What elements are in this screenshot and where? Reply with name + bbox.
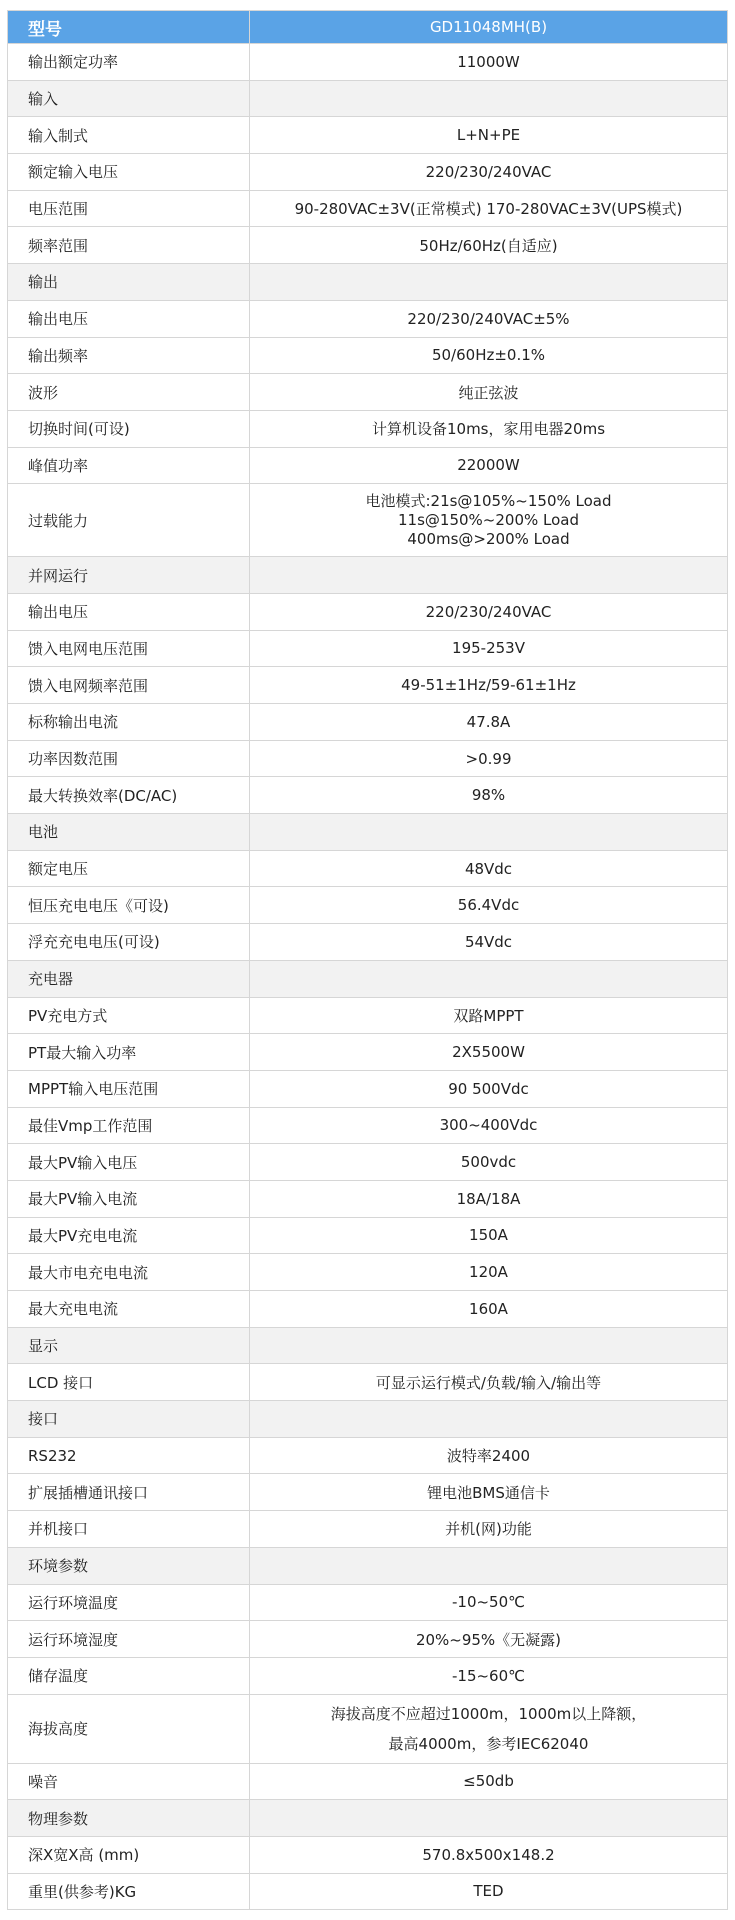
spec-value: 54Vdc [250, 924, 728, 961]
spec-label: 馈入电网频率范围 [8, 667, 250, 704]
spec-value: 锂电池BMS通信卡 [250, 1474, 728, 1511]
spec-label: 深X宽X高 (mm) [8, 1836, 250, 1873]
spec-value: 570.8x500x148.2 [250, 1836, 728, 1873]
spec-value-line: 11s@150%~200% Load [398, 510, 579, 529]
spec-label: 功率因数范围 [8, 740, 250, 777]
spec-label: 输出电压 [8, 300, 250, 337]
spec-label: 输出电压 [8, 593, 250, 630]
spec-row [8, 410, 728, 447]
spec-label: 最大市电充电电流 [8, 1254, 250, 1291]
spec-label: 波形 [8, 374, 250, 411]
spec-row [8, 447, 728, 484]
spec-value-line: 400ms@>200% Load [407, 529, 570, 548]
section-empty-cell [250, 814, 728, 851]
spec-value: 90-280VAC±3V(正常模式) 170-280VAC±3V(UPS模式) [250, 190, 728, 227]
spec-label: 标称输出电流 [8, 704, 250, 741]
spec-value: 300~400Vdc [250, 1107, 728, 1144]
section-empty-cell [250, 80, 728, 117]
spec-label: 电压范围 [8, 190, 250, 227]
section-header-row [8, 80, 728, 117]
spec-label: 并机接口 [8, 1511, 250, 1548]
spec-row [8, 1291, 728, 1328]
section-title: 显示 [8, 1327, 250, 1364]
spec-value: -10~50℃ [250, 1584, 728, 1621]
model-label: 型号 [8, 11, 250, 44]
spec-value: 500vdc [250, 1144, 728, 1181]
spec-label: 储存温度 [8, 1657, 250, 1694]
spec-row [8, 1873, 728, 1910]
spec-row [8, 44, 728, 81]
spec-label: 切换时间(可设) [8, 410, 250, 447]
spec-value: 2X5500W [250, 1034, 728, 1071]
spec-row [8, 1584, 728, 1621]
section-title: 物理参数 [8, 1800, 250, 1837]
spec-row [8, 850, 728, 887]
spec-label: 过载能力 [8, 484, 250, 557]
spec-row [8, 1511, 728, 1548]
section-title: 接口 [8, 1401, 250, 1438]
spec-label: 最佳Vmp工作范围 [8, 1107, 250, 1144]
spec-label: 峰值功率 [8, 447, 250, 484]
section-empty-cell [250, 1327, 728, 1364]
spec-row [8, 1621, 728, 1658]
section-empty-cell [250, 1547, 728, 1584]
spec-row [8, 337, 728, 374]
spec-label: 馈入电网电压范围 [8, 630, 250, 667]
spec-row [8, 1657, 728, 1694]
spec-row [8, 117, 728, 154]
spec-row [8, 924, 728, 961]
section-title: 输入 [8, 80, 250, 117]
spec-row [8, 704, 728, 741]
section-header-row [8, 1547, 728, 1584]
spec-value: TED [250, 1873, 728, 1910]
section-empty-cell [250, 960, 728, 997]
spec-row [8, 887, 728, 924]
spec-value: 220/230/240VAC [250, 154, 728, 191]
spec-label: 恒压充电电压《可设) [8, 887, 250, 924]
spec-value-line: 海拔高度不应超过1000m，1000m以上降额， [330, 1704, 647, 1723]
spec-value: 18A/18A [250, 1180, 728, 1217]
spec-table [7, 10, 728, 1910]
spec-row [8, 593, 728, 630]
spec-row [8, 1763, 728, 1800]
spec-row [8, 1217, 728, 1254]
spec-value: 195-253V [250, 630, 728, 667]
spec-value: 160A [250, 1291, 728, 1328]
spec-value: 50/60Hz±0.1% [250, 337, 728, 374]
spec-label: RS232 [8, 1437, 250, 1474]
spec-row [8, 1070, 728, 1107]
spec-value: 49-51±1Hz/59-61±1Hz [250, 667, 728, 704]
spec-label: PT最大输入功率 [8, 1034, 250, 1071]
spec-value: L+N+PE [250, 117, 728, 154]
section-title: 电池 [8, 814, 250, 851]
section-header-row [8, 1800, 728, 1837]
spec-row [8, 1364, 728, 1401]
spec-label: 扩展插槽通讯接口 [8, 1474, 250, 1511]
spec-label: 输出频率 [8, 337, 250, 374]
section-header-row [8, 557, 728, 594]
spec-value: 20%~95%《无凝露) [250, 1621, 728, 1658]
spec-label: 最大PV输入电压 [8, 1144, 250, 1181]
spec-label: 海拔高度 [8, 1694, 250, 1763]
spec-row [8, 997, 728, 1034]
section-title: 并网运行 [8, 557, 250, 594]
spec-value: 双路MPPT [250, 997, 728, 1034]
spec-value [250, 484, 728, 557]
spec-label: 额定输入电压 [8, 154, 250, 191]
spec-value: 11000W [250, 44, 728, 81]
spec-row [8, 1474, 728, 1511]
spec-row [8, 630, 728, 667]
spec-value: 50Hz/60Hz(自适应) [250, 227, 728, 264]
spec-row [8, 227, 728, 264]
spec-value: 220/230/240VAC [250, 593, 728, 630]
section-header-row [8, 814, 728, 851]
spec-value: 可显示运行模式/负载/输入/输出等 [250, 1364, 728, 1401]
spec-label: 最大充电电流 [8, 1291, 250, 1328]
spec-value: 220/230/240VAC±5% [250, 300, 728, 337]
spec-row [8, 740, 728, 777]
spec-value: -15~60℃ [250, 1657, 728, 1694]
spec-row [8, 1034, 728, 1071]
section-header-row [8, 1401, 728, 1438]
spec-label: 运行环境湿度 [8, 1621, 250, 1658]
spec-value: 47.8A [250, 704, 728, 741]
spec-value: 纯正弦波 [250, 374, 728, 411]
spec-value: 90 500Vdc [250, 1070, 728, 1107]
spec-row [8, 1144, 728, 1181]
spec-label: 运行环境温度 [8, 1584, 250, 1621]
spec-row [8, 374, 728, 411]
spec-row [8, 1694, 728, 1763]
spec-label: 输入制式 [8, 117, 250, 154]
spec-value [250, 1694, 728, 1763]
spec-row [8, 1254, 728, 1291]
spec-label: 最大转换效率(DC/AC) [8, 777, 250, 814]
spec-row [8, 1107, 728, 1144]
section-empty-cell [250, 264, 728, 301]
spec-label: 输出额定功率 [8, 44, 250, 81]
section-header-row [8, 960, 728, 997]
spec-label: 额定电压 [8, 850, 250, 887]
spec-label: PV充电方式 [8, 997, 250, 1034]
spec-row [8, 154, 728, 191]
spec-row [8, 1180, 728, 1217]
spec-row [8, 190, 728, 227]
spec-row [8, 1437, 728, 1474]
section-title: 输出 [8, 264, 250, 301]
section-header-row [8, 1327, 728, 1364]
spec-label: 重里(供参考)KG [8, 1873, 250, 1910]
spec-value: 22000W [250, 447, 728, 484]
spec-value: 并机(网)功能 [250, 1511, 728, 1548]
spec-row [8, 1836, 728, 1873]
spec-value: 48Vdc [250, 850, 728, 887]
spec-value: 计算机设备10ms，家用电器20ms [250, 410, 728, 447]
spec-label: 浮充充电电压(可设) [8, 924, 250, 961]
section-header-row [8, 264, 728, 301]
spec-row [8, 667, 728, 704]
spec-value: ≤50db [250, 1763, 728, 1800]
spec-table-body [8, 11, 728, 1910]
table-header-row [8, 11, 728, 44]
spec-value: 120A [250, 1254, 728, 1291]
spec-value: 98% [250, 777, 728, 814]
spec-label: 最大PV输入电流 [8, 1180, 250, 1217]
section-title: 充电器 [8, 960, 250, 997]
section-empty-cell [250, 1401, 728, 1438]
spec-row [8, 300, 728, 337]
spec-value: 150A [250, 1217, 728, 1254]
spec-label: 噪音 [8, 1763, 250, 1800]
section-title: 环境参数 [8, 1547, 250, 1584]
spec-label: 最大PV充电电流 [8, 1217, 250, 1254]
spec-label: 频率范围 [8, 227, 250, 264]
spec-label: LCD 接口 [8, 1364, 250, 1401]
spec-row [8, 484, 728, 557]
section-empty-cell [250, 1800, 728, 1837]
model-value: GD11048MH(B) [250, 11, 728, 44]
section-empty-cell [250, 557, 728, 594]
spec-value: 56.4Vdc [250, 887, 728, 924]
spec-value-line: 电池模式:21s@105%~150% Load [365, 491, 612, 510]
spec-label: MPPT输入电压范围 [8, 1070, 250, 1107]
spec-value: >0.99 [250, 740, 728, 777]
spec-value: 波特率2400 [250, 1437, 728, 1474]
spec-value-line: 最高4000m，参考IEC62040 [388, 1734, 589, 1753]
spec-row [8, 777, 728, 814]
